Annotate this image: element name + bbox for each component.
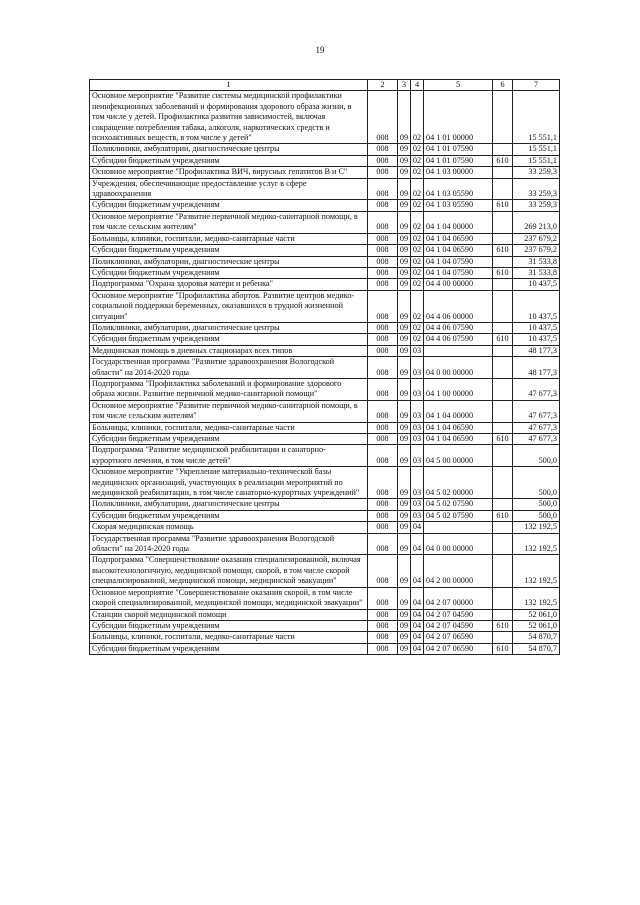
table-row — [90, 256, 560, 267]
row-name: Больницы, клиники, госпитали, медико-санитарные части — [90, 422, 368, 433]
row-name: Субсидии бюджетным учреждениям — [90, 155, 368, 166]
row-amount: 31 533,8 — [513, 267, 560, 278]
row-name: Больницы, клиники, госпитали, медико-санитарные части — [90, 233, 368, 244]
row-expense-type — [493, 211, 513, 233]
row-admin-code: 008 — [368, 510, 398, 521]
header-cell: 2 — [368, 80, 398, 91]
row-name: Подпрограмма "Охрана здоровья матери и ребенка" — [90, 279, 368, 290]
table-row — [90, 422, 560, 433]
row-section: 09 — [398, 256, 411, 267]
row-name: Субсидии бюджетным учреждениям — [90, 334, 368, 345]
row-admin-code: 008 — [368, 422, 398, 433]
row-admin-code: 008 — [368, 643, 398, 654]
row-target-article: 04 5 02 07590 — [424, 510, 493, 521]
row-target-article: 04 2 07 06590 — [424, 643, 493, 654]
row-amount: 47 677,3 — [513, 400, 560, 422]
row-target-article: 04 1 01 07590 — [424, 144, 493, 155]
table-row — [90, 499, 560, 510]
row-target-article: 04 4 06 00000 — [424, 290, 493, 322]
row-section: 09 — [398, 245, 411, 256]
row-amount: 500,0 — [513, 499, 560, 510]
row-amount: 500,0 — [513, 510, 560, 521]
table-row — [90, 211, 560, 233]
row-target-article: 04 1 03 05590 — [424, 200, 493, 211]
row-target-article: 04 5 02 00000 — [424, 467, 493, 499]
row-target-article — [424, 522, 493, 533]
row-expense-type — [493, 167, 513, 178]
row-admin-code: 008 — [368, 533, 398, 555]
row-section: 09 — [398, 434, 411, 445]
table-row — [90, 357, 560, 379]
row-expense-type — [493, 467, 513, 499]
table-row — [90, 322, 560, 333]
row-section: 09 — [398, 322, 411, 333]
row-subsection: 03 — [411, 510, 424, 521]
row-expense-type: 610 — [493, 200, 513, 211]
row-subsection: 02 — [411, 279, 424, 290]
row-expense-type — [493, 499, 513, 510]
row-subsection: 03 — [411, 445, 424, 467]
row-subsection: 02 — [411, 155, 424, 166]
row-name: Субсидии бюджетным учреждениям — [90, 510, 368, 521]
row-expense-type — [493, 322, 513, 333]
row-target-article: 04 1 04 06590 — [424, 245, 493, 256]
row-expense-type — [493, 445, 513, 467]
row-amount: 132 192,5 — [513, 555, 560, 587]
row-target-article: 04 1 04 07590 — [424, 256, 493, 267]
table-row — [90, 400, 560, 422]
row-admin-code: 008 — [368, 499, 398, 510]
page-number: 19 — [315, 45, 325, 55]
budget-table — [89, 79, 560, 655]
table-row — [90, 345, 560, 356]
row-expense-type: 610 — [493, 510, 513, 521]
row-expense-type — [493, 378, 513, 400]
row-subsection: 02 — [411, 91, 424, 144]
row-target-article: 04 1 03 00000 — [424, 167, 493, 178]
row-target-article: 04 5 00 00000 — [424, 445, 493, 467]
row-expense-type: 610 — [493, 245, 513, 256]
row-subsection: 02 — [411, 144, 424, 155]
row-amount: 33 259,3 — [513, 178, 560, 200]
row-amount: 10 437,5 — [513, 322, 560, 333]
row-admin-code: 008 — [368, 345, 398, 356]
row-section: 09 — [398, 290, 411, 322]
table-row — [90, 609, 560, 620]
row-target-article: 04 2 07 04590 — [424, 620, 493, 631]
row-subsection: 02 — [411, 200, 424, 211]
row-name: Поликлиники, амбулатории, диагностические центры — [90, 256, 368, 267]
row-name: Основное мероприятие "Развитие системы медицинской профилактики неинфекционных заболеваний и формирования здорового образа жизни, в том числе у детей. Профилактика развития зависимостей, включая сокращение потребления табака, алкоголя, наркотических средств и психоактивных веществ, в том числе у детей" — [90, 91, 368, 144]
row-name: Подпрограмма "Развитие медицинской реабилитации и санаторно-курортного лечения, в том числе детей" — [90, 445, 368, 467]
row-expense-type — [493, 233, 513, 244]
row-target-article: 04 4 06 07590 — [424, 334, 493, 345]
row-expense-type — [493, 178, 513, 200]
row-admin-code: 008 — [368, 400, 398, 422]
row-subsection: 04 — [411, 587, 424, 609]
row-name: Государственная программа "Развитие здравоохранения Вологодской области" на 2014-2020 годы — [90, 357, 368, 379]
row-amount: 500,0 — [513, 445, 560, 467]
row-section: 09 — [398, 211, 411, 233]
table-row — [90, 279, 560, 290]
row-section: 09 — [398, 357, 411, 379]
header-cell: 4 — [411, 80, 424, 91]
table-row — [90, 445, 560, 467]
table-row — [90, 178, 560, 200]
row-amount: 31 533,8 — [513, 256, 560, 267]
row-section: 09 — [398, 378, 411, 400]
row-admin-code: 008 — [368, 279, 398, 290]
row-admin-code: 008 — [368, 555, 398, 587]
row-target-article: 04 2 00 00000 — [424, 555, 493, 587]
row-admin-code: 008 — [368, 445, 398, 467]
row-subsection: 04 — [411, 555, 424, 587]
row-name: Субсидии бюджетным учреждениям — [90, 267, 368, 278]
row-subsection: 03 — [411, 345, 424, 356]
row-admin-code: 008 — [368, 200, 398, 211]
row-subsection: 04 — [411, 620, 424, 631]
row-name: Поликлиники, амбулатории, диагностические центры — [90, 499, 368, 510]
row-subsection: 03 — [411, 434, 424, 445]
table-row — [90, 378, 560, 400]
row-amount: 47 677,3 — [513, 434, 560, 445]
header-cell: 5 — [424, 80, 493, 91]
row-expense-type — [493, 290, 513, 322]
row-target-article: 04 1 04 06590 — [424, 422, 493, 433]
row-section: 09 — [398, 499, 411, 510]
row-amount: 48 177,3 — [513, 357, 560, 379]
row-admin-code: 008 — [368, 144, 398, 155]
row-subsection: 02 — [411, 167, 424, 178]
table-row — [90, 233, 560, 244]
row-target-article: 04 1 04 06590 — [424, 434, 493, 445]
header-cell: 6 — [493, 80, 513, 91]
row-subsection: 03 — [411, 357, 424, 379]
row-expense-type — [493, 422, 513, 433]
row-admin-code: 008 — [368, 632, 398, 643]
row-amount: 15 551,1 — [513, 155, 560, 166]
row-target-article: 04 1 04 00000 — [424, 211, 493, 233]
table-row — [90, 245, 560, 256]
row-section: 09 — [398, 555, 411, 587]
row-subsection: 02 — [411, 211, 424, 233]
row-section: 09 — [398, 632, 411, 643]
row-expense-type — [493, 91, 513, 144]
row-subsection: 03 — [411, 467, 424, 499]
row-subsection: 03 — [411, 400, 424, 422]
row-name: Субсидии бюджетным учреждениям — [90, 620, 368, 631]
row-section: 09 — [398, 200, 411, 211]
row-name: Станции скорой медицинской помощи — [90, 609, 368, 620]
row-name: Основное мероприятие "Профилактика ВИЧ, вирусных гепатитов В и С" — [90, 167, 368, 178]
row-subsection: 02 — [411, 233, 424, 244]
row-expense-type: 610 — [493, 620, 513, 631]
row-name: Поликлиники, амбулатории, диагностические центры — [90, 144, 368, 155]
row-subsection: 02 — [411, 267, 424, 278]
row-target-article: 04 1 04 07590 — [424, 267, 493, 278]
row-expense-type — [493, 555, 513, 587]
table-row — [90, 267, 560, 278]
row-admin-code: 008 — [368, 233, 398, 244]
row-subsection: 03 — [411, 422, 424, 433]
row-admin-code: 008 — [368, 245, 398, 256]
row-name: Поликлиники, амбулатории, диагностические центры — [90, 322, 368, 333]
row-section: 09 — [398, 279, 411, 290]
table-row — [90, 643, 560, 654]
row-subsection: 04 — [411, 522, 424, 533]
row-amount: 132 192,5 — [513, 533, 560, 555]
row-subsection: 02 — [411, 334, 424, 345]
row-admin-code: 008 — [368, 378, 398, 400]
row-expense-type — [493, 533, 513, 555]
row-target-article: 04 2 07 00000 — [424, 587, 493, 609]
header-row — [90, 80, 560, 91]
row-admin-code: 008 — [368, 290, 398, 322]
table-row — [90, 144, 560, 155]
row-subsection: 04 — [411, 632, 424, 643]
row-amount: 54 870,7 — [513, 632, 560, 643]
row-subsection: 04 — [411, 533, 424, 555]
row-target-article: 04 0 00 00000 — [424, 357, 493, 379]
row-section: 09 — [398, 643, 411, 654]
row-name: Субсидии бюджетным учреждениям — [90, 434, 368, 445]
row-section: 09 — [398, 587, 411, 609]
row-name: Основное мероприятие "Развитие первичной медико-санитарной помощи, в том числе сельским жителям" — [90, 211, 368, 233]
row-subsection: 02 — [411, 322, 424, 333]
row-amount: 269 213,0 — [513, 211, 560, 233]
row-amount: 52 061,0 — [513, 620, 560, 631]
row-target-article: 04 2 07 04590 — [424, 609, 493, 620]
row-expense-type — [493, 400, 513, 422]
row-amount: 33 259,3 — [513, 167, 560, 178]
row-amount: 500,0 — [513, 467, 560, 499]
row-admin-code: 008 — [368, 609, 398, 620]
row-admin-code: 008 — [368, 267, 398, 278]
table-row — [90, 522, 560, 533]
row-expense-type — [493, 144, 513, 155]
row-admin-code: 008 — [368, 256, 398, 267]
row-name: Подпрограмма "Профилактика заболеваний и формирование здорового образа жизни. Развитие первичной медико-санитарной помощи" — [90, 378, 368, 400]
row-target-article: 04 4 00 00000 — [424, 279, 493, 290]
table-row — [90, 167, 560, 178]
row-subsection: 02 — [411, 178, 424, 200]
row-amount: 132 192,5 — [513, 522, 560, 533]
row-target-article: 04 1 04 00000 — [424, 400, 493, 422]
row-admin-code: 008 — [368, 620, 398, 631]
row-admin-code: 008 — [368, 334, 398, 345]
row-amount: 48 177,3 — [513, 345, 560, 356]
row-section: 09 — [398, 620, 411, 631]
row-section: 09 — [398, 345, 411, 356]
row-name: Основное мероприятие "Профилактика абортов. Развитие центров медико-социальной поддержки беременных, оказавшихся в трудной жизненной ситуации" — [90, 290, 368, 322]
row-amount: 237 679,2 — [513, 233, 560, 244]
row-amount: 10 437,5 — [513, 279, 560, 290]
row-target-article — [424, 345, 493, 356]
row-target-article: 04 1 03 05590 — [424, 178, 493, 200]
table-row — [90, 533, 560, 555]
row-section: 09 — [398, 522, 411, 533]
row-admin-code: 008 — [368, 587, 398, 609]
row-amount: 52 061,0 — [513, 609, 560, 620]
row-amount: 10 437,5 — [513, 334, 560, 345]
row-name: Государственная программа "Развитие здравоохранения Вологодской области" на 2014-2020 годы — [90, 533, 368, 555]
row-name: Субсидии бюджетным учреждениям — [90, 643, 368, 654]
row-target-article: 04 1 01 07590 — [424, 155, 493, 166]
table-row — [90, 91, 560, 144]
row-section: 09 — [398, 445, 411, 467]
table-row — [90, 587, 560, 609]
row-expense-type — [493, 357, 513, 379]
row-name: Больницы, клиники, госпитали, медико-санитарные части — [90, 632, 368, 643]
row-expense-type: 610 — [493, 267, 513, 278]
row-expense-type: 610 — [493, 643, 513, 654]
table-row — [90, 290, 560, 322]
row-admin-code: 008 — [368, 167, 398, 178]
row-amount: 15 551,1 — [513, 144, 560, 155]
header-cell: 7 — [513, 80, 560, 91]
row-name: Основное мероприятие "Укрепление материально-технической базы медицинских организаций, участвующих в реализации мероприятий по медицинской реабилитации, в том числе санаторно-курортных учреждений" — [90, 467, 368, 499]
row-admin-code: 008 — [368, 434, 398, 445]
row-target-article: 04 5 02 07590 — [424, 499, 493, 510]
row-section: 09 — [398, 167, 411, 178]
table-row — [90, 510, 560, 521]
row-expense-type — [493, 345, 513, 356]
row-subsection: 02 — [411, 256, 424, 267]
row-section: 09 — [398, 178, 411, 200]
row-section: 09 — [398, 334, 411, 345]
row-admin-code: 008 — [368, 211, 398, 233]
row-amount: 33 259,3 — [513, 200, 560, 211]
header-cell: 3 — [398, 80, 411, 91]
row-name: Медицинская помощь в дневных стационарах всех типов — [90, 345, 368, 356]
row-target-article: 04 4 06 07590 — [424, 322, 493, 333]
table-row — [90, 555, 560, 587]
row-section: 09 — [398, 267, 411, 278]
row-amount: 47 677,3 — [513, 422, 560, 433]
row-amount: 47 677,3 — [513, 378, 560, 400]
table-row — [90, 334, 560, 345]
row-section: 09 — [398, 91, 411, 144]
row-expense-type — [493, 279, 513, 290]
row-subsection: 04 — [411, 643, 424, 654]
row-amount: 15 551,1 — [513, 91, 560, 144]
row-subsection: 03 — [411, 499, 424, 510]
row-amount: 237 679,2 — [513, 245, 560, 256]
row-admin-code: 008 — [368, 178, 398, 200]
row-amount: 54 870,7 — [513, 643, 560, 654]
row-name: Субсидии бюджетным учреждениям — [90, 245, 368, 256]
row-section: 09 — [398, 233, 411, 244]
row-target-article: 04 1 00 00000 — [424, 378, 493, 400]
row-expense-type: 610 — [493, 334, 513, 345]
row-name: Основное мероприятие "Совершенствование оказания скорой, в том числе скорой специализированной, медицинской помощи, медицинской эвакуации" — [90, 587, 368, 609]
row-expense-type — [493, 632, 513, 643]
row-amount: 132 192,5 — [513, 587, 560, 609]
row-expense-type — [493, 256, 513, 267]
row-expense-type — [493, 522, 513, 533]
row-name: Скорая медицинская помощь — [90, 522, 368, 533]
row-section: 09 — [398, 467, 411, 499]
row-name: Подпрограмма "Совершенствование оказания специализированной, включая высокотехнологичную, медицинской помощи, скорой, в том числе скорой специализированной, медицинской помощи, медицинской эвакуации" — [90, 555, 368, 587]
row-target-article: 04 0 00 00000 — [424, 533, 493, 555]
row-name: Субсидии бюджетным учреждениям — [90, 200, 368, 211]
row-admin-code: 008 — [368, 91, 398, 144]
row-target-article: 04 2 07 06590 — [424, 632, 493, 643]
row-section: 09 — [398, 400, 411, 422]
row-section: 09 — [398, 609, 411, 620]
row-section: 09 — [398, 510, 411, 521]
row-section: 09 — [398, 533, 411, 555]
row-name: Основное мероприятие "Развитие первичной медико-санитарной помощи, в том числе сельским жителям" — [90, 400, 368, 422]
row-expense-type: 610 — [493, 434, 513, 445]
row-admin-code: 008 — [368, 357, 398, 379]
row-admin-code: 008 — [368, 522, 398, 533]
header-cell: 1 — [90, 80, 368, 91]
table-row — [90, 620, 560, 631]
row-name: Учреждения, обеспечивающие предоставление услуг в сфере здравоохранения — [90, 178, 368, 200]
row-expense-type: 610 — [493, 155, 513, 166]
table-row — [90, 467, 560, 499]
row-target-article: 04 1 04 06590 — [424, 233, 493, 244]
row-amount: 10 437,5 — [513, 290, 560, 322]
row-admin-code: 008 — [368, 155, 398, 166]
table-row — [90, 155, 560, 166]
row-section: 09 — [398, 155, 411, 166]
row-subsection: 02 — [411, 245, 424, 256]
table-row — [90, 632, 560, 643]
row-section: 09 — [398, 144, 411, 155]
row-subsection: 03 — [411, 378, 424, 400]
row-admin-code: 008 — [368, 467, 398, 499]
row-expense-type — [493, 587, 513, 609]
row-expense-type — [493, 609, 513, 620]
row-section: 09 — [398, 422, 411, 433]
table-row — [90, 434, 560, 445]
row-admin-code: 008 — [368, 322, 398, 333]
row-target-article: 04 1 01 00000 — [424, 91, 493, 144]
row-subsection: 04 — [411, 609, 424, 620]
table-row — [90, 200, 560, 211]
row-subsection: 02 — [411, 290, 424, 322]
